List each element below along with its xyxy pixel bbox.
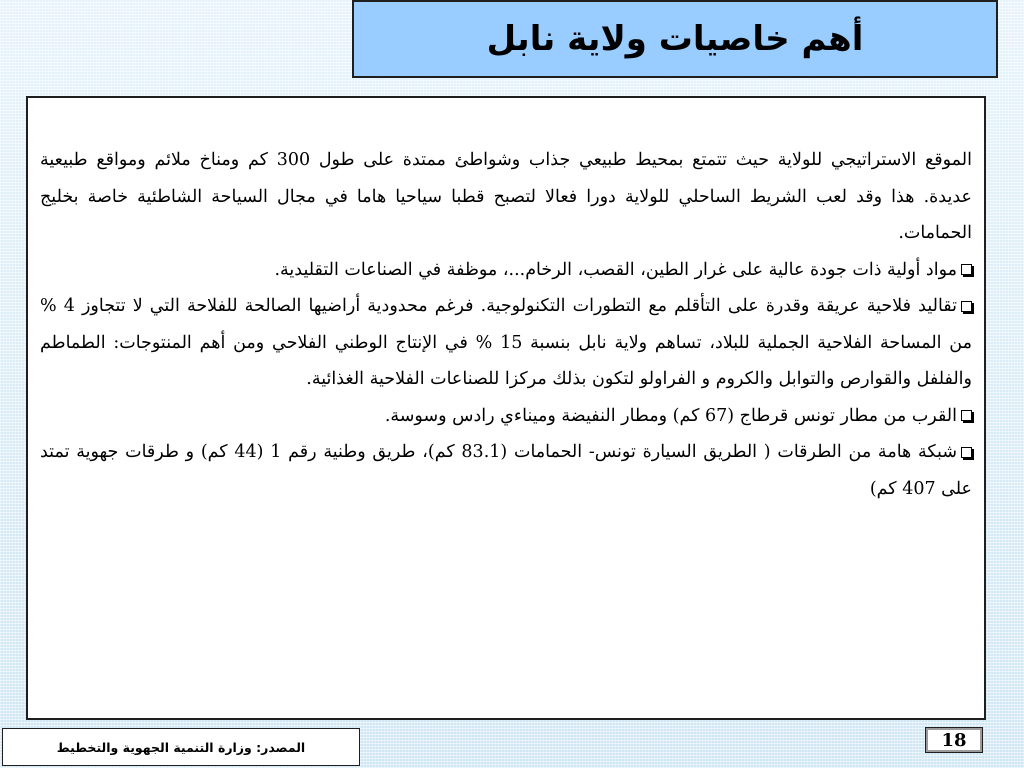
checkbox-bullet-icon	[961, 447, 972, 458]
page-number: 18	[928, 730, 980, 750]
bullet-text: مواد أولية ذات جودة عالية على غرار الطين، القصب، الرخام...، موظفة في الصناعات التقليدية.	[274, 259, 957, 280]
content-box	[26, 96, 986, 720]
source-caption: المصدر: وزارة التنمية الجهوية والتخطيط	[56, 739, 306, 755]
slide-title: أهم خاصيات ولاية نابل	[486, 19, 864, 59]
title-box	[352, 0, 998, 78]
checkbox-bullet-icon	[961, 301, 972, 312]
bullet-text: تقاليد فلاحية عريقة وقدرة على التأقلم مع التطورات التكنولوجية. فرغم محدودية أراضيها الصالحة للفلاحة التي لا تتجاوز 4 % من المساحة الفلاحية الجملية للبلاد، تساهم ولاية نابل بنسبة 15 % في الإنتاج الوطني الفلاحي ومن أهم المنتوجات: الطماطم والفلفل والقوارص والتوابل والكروم و الفراولو لتكون بذلك مركزا للصناعات الفلاحية الغذائية.	[40, 296, 972, 389]
paragraph-text: الموقع الاستراتيجي للولاية حيث تتمتع بمحيط طبيعي جذاب وشواطئ ممتدة على طول 300 كم ومناخ ملائم ومواقع طبيعية عديدة. هذا وقد لعب الشريط الساحلي للولاية دورا فعالا لتصبح قطبا سياحيا هاما في مجال السياحة الشاطئية خاصة بخليج الحمامات.	[40, 150, 972, 243]
paragraph-location	[40, 142, 972, 252]
page-number-badge	[925, 727, 983, 753]
bullet-airports	[40, 398, 972, 435]
bullet-raw-materials	[40, 252, 972, 289]
checkbox-bullet-icon	[961, 410, 972, 421]
bullet-agriculture	[40, 288, 972, 398]
source-box	[2, 728, 360, 766]
bullet-roads	[40, 434, 972, 507]
checkbox-bullet-icon	[961, 264, 972, 275]
bullet-text: القرب من مطار تونس قرطاج (67 كم) ومطار النفيضة وميناءي رادس وسوسة.	[384, 405, 957, 426]
bullet-text: شبكة هامة من الطرقات ( الطريق السيارة تونس- الحمامات (83.1 كم)، طريق وطنية رقم 1 (44 كم) و طرقات جهوية تمتد على 407 كم)	[40, 442, 972, 499]
